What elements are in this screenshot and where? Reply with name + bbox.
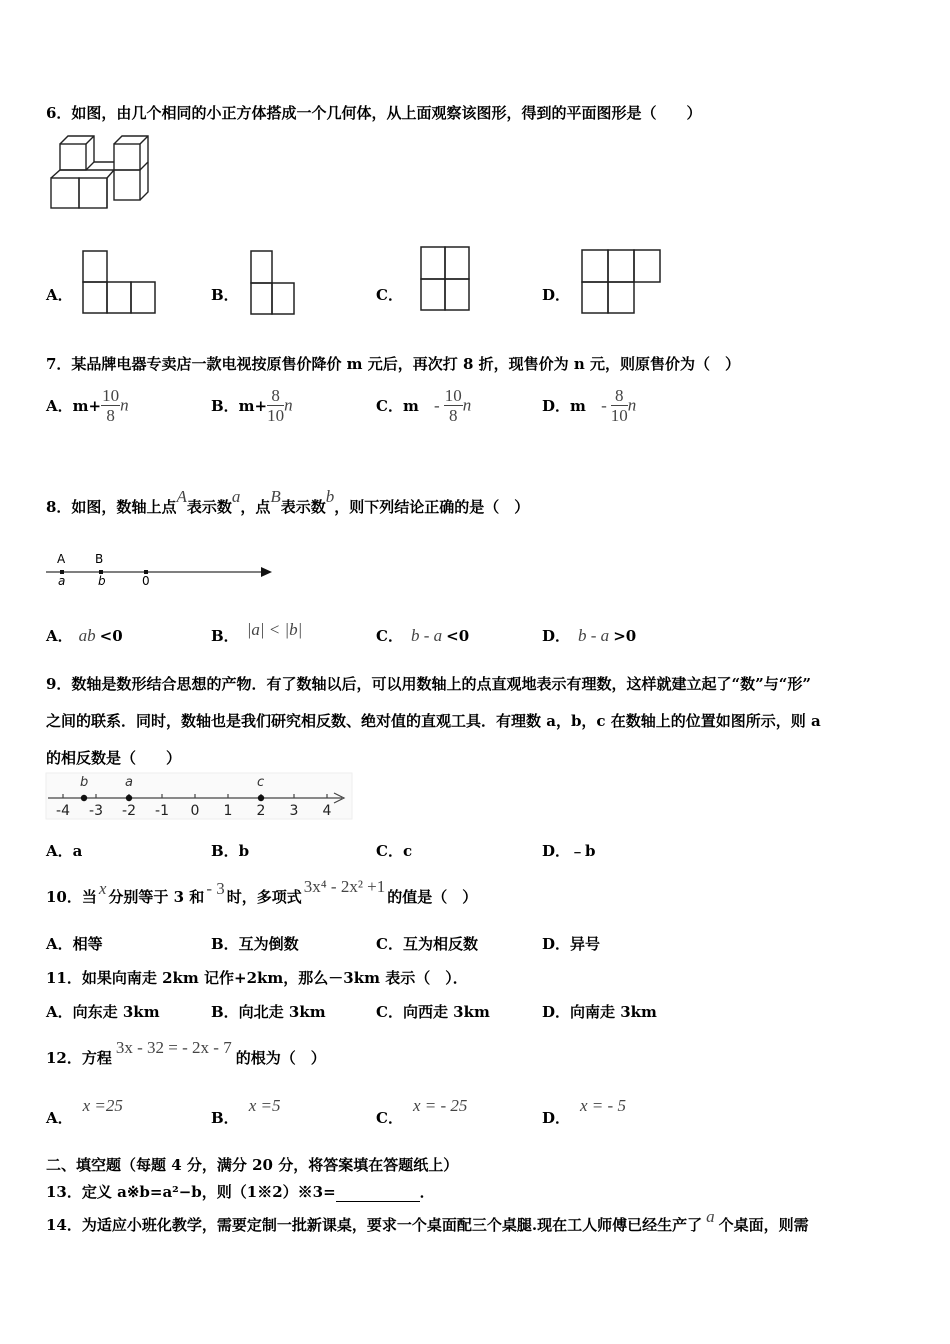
q7-option-d-den: 10 <box>610 406 628 425</box>
q8-stem-t3: 表示数 <box>280 498 326 516</box>
q14-stem <box>46 1207 809 1235</box>
q8-var-a: a <box>231 487 241 506</box>
q6-option-a-figure <box>82 250 158 314</box>
q7-option-c-fraction <box>444 386 463 425</box>
q11-option-c[interactable]: C．向西走 3km <box>376 1003 490 1021</box>
q9-stem-line3: 的相反数是（ ） <box>46 749 182 767</box>
q7-option-b-num: 8 <box>267 386 284 406</box>
q9-axis-tick-label: -2 <box>122 803 136 819</box>
q7-option-d[interactable] <box>542 386 636 425</box>
q9-axis-tick-label: -1 <box>155 803 169 819</box>
q14-stem-p2: 个桌面，则需 <box>718 1216 809 1234</box>
q9-point-label-b: b <box>80 775 89 790</box>
q6-option-b-figure <box>250 250 298 316</box>
q8-option-d-math: b - a <box>578 626 610 645</box>
q11-option-d[interactable]: D．向南走 3km <box>542 1003 657 1021</box>
q12-option-a-label: A． <box>46 1109 73 1127</box>
q7-option-a-label: A．m+ <box>46 397 102 415</box>
q10-option-a[interactable]: A．相等 <box>46 935 103 953</box>
q10-option-c[interactable]: C．互为相反数 <box>376 935 478 953</box>
q10-neg3: - 3 <box>206 879 225 898</box>
q10-stem-p2: 分别等于 3 和 <box>108 888 205 906</box>
q7-option-c-var: n <box>462 395 472 415</box>
q8-option-b[interactable] <box>211 620 303 646</box>
q9-axis-tick-label: -4 <box>56 803 70 819</box>
q9-stem-line2: 之间的联系．同时，数轴也是我们研究相反数、绝对值的直观工具．有理数 a，b，c 在数轴上的位置如图所示，则 a <box>46 712 821 730</box>
q8-axis-label-a: a <box>58 574 66 588</box>
q8-option-d-rel: >0 <box>613 627 637 645</box>
q11-option-b[interactable]: B．向北走 3km <box>211 1003 326 1021</box>
q7-option-d-fraction <box>611 386 628 425</box>
q12-stem-p1: 12．方程 <box>46 1049 112 1067</box>
q12-option-a-math: x =25 <box>82 1096 123 1115</box>
q9-axis-tick-label: 2 <box>256 803 266 819</box>
q8-var-b: b <box>325 487 335 506</box>
q10-option-d[interactable]: D．异号 <box>542 935 601 953</box>
q8-option-a-label: A． <box>46 627 73 645</box>
q10-var-x: x <box>98 879 107 898</box>
q9-point-label-a: a <box>125 775 133 790</box>
q13-stem-end: ． <box>419 1183 435 1201</box>
q12-stem-p2: 的根为（ ） <box>235 1049 326 1067</box>
q9-axis-tick-label: 1 <box>223 803 233 819</box>
q6-option-b-label[interactable]: B． <box>211 286 239 304</box>
q7-option-d-num: 8 <box>611 386 628 406</box>
q10-stem-p4: 的值是（ ） <box>387 888 478 906</box>
q9-axis-tick-label: 0 <box>190 803 200 819</box>
q6-option-c-figure <box>420 246 472 312</box>
q12-option-d[interactable] <box>542 1096 626 1128</box>
q8-option-a-math: ab <box>78 626 96 645</box>
q6-option-d-figure <box>581 249 663 315</box>
q8-option-c[interactable] <box>376 625 469 646</box>
q8-option-b-label: B． <box>211 627 239 645</box>
q12-option-c-label: C． <box>376 1109 403 1127</box>
q8-option-b-math: |a| < |b| <box>246 620 303 639</box>
q7-option-a-num: 10 <box>102 386 120 405</box>
q8-stem-t2: ，点 <box>240 498 271 516</box>
q6-option-d-label[interactable]: D． <box>542 286 571 304</box>
q8-option-a-rel: <0 <box>99 627 123 645</box>
q10-polynomial: 3x⁴ - 2x² +1 <box>303 877 386 896</box>
q8-stem-p2: ，则下列结论正确的是（ ） <box>334 498 530 516</box>
q8-axis-label-A: A <box>57 552 66 566</box>
q9-number-line <box>46 773 352 821</box>
q13-stem <box>46 1181 435 1202</box>
q13-answer-blank[interactable] <box>336 1183 420 1202</box>
q6-cube-figure <box>48 132 158 214</box>
q7-option-b-var: n <box>284 395 293 415</box>
q8-stem <box>46 487 530 517</box>
q12-option-b[interactable] <box>211 1096 281 1128</box>
q10-option-b[interactable]: B．互为倒数 <box>211 935 299 953</box>
q12-equation: 3x - 32 = - 2x - 7 <box>115 1038 232 1057</box>
q9-axis-tick-label: -3 <box>89 803 103 819</box>
q7-option-c-sign: - <box>434 395 440 415</box>
q7-option-c[interactable] <box>376 386 471 425</box>
section2-title: 二、填空题（每题 4 分，满分 20 分，将答案填在答题纸上） <box>46 1156 459 1174</box>
q11-option-a[interactable]: A．向东走 3km <box>46 1003 160 1021</box>
q12-option-d-label: D． <box>542 1109 571 1127</box>
q7-option-a-den: 8 <box>106 406 115 425</box>
q9-axis-tick-label: 4 <box>322 803 332 819</box>
q10-stem-p3: 时，多项式 <box>226 888 302 906</box>
q8-option-a[interactable] <box>46 625 123 646</box>
q8-stem-p1: 8．如图，数轴上点 <box>46 498 177 516</box>
q7-option-c-label: C．m <box>376 397 419 415</box>
q9-axis-tick-label: 3 <box>289 803 299 819</box>
q12-option-c[interactable] <box>376 1096 468 1128</box>
q7-option-a[interactable] <box>46 386 129 425</box>
q6-stem: 6．如图，由几个相同的小正方体搭成一个几何体，从上面观察该图形，得到的平面图形是（ ） <box>46 104 702 122</box>
q8-option-d[interactable] <box>542 625 636 646</box>
q8-axis-label-zero: 0 <box>142 574 150 588</box>
q9-option-d[interactable]: D．﹣b <box>542 842 596 860</box>
q9-option-a[interactable]: A．a <box>46 842 83 860</box>
q8-point-b: B <box>270 487 281 506</box>
q8-point-a: A <box>176 487 187 506</box>
q8-axis-label-B: B <box>95 552 104 566</box>
q8-option-c-rel: <0 <box>446 627 470 645</box>
q7-option-a-var: n <box>120 395 129 415</box>
q8-number-line <box>46 548 278 590</box>
q14-var-a: a <box>706 1207 715 1226</box>
q10-stem <box>46 877 478 907</box>
q7-option-d-sign: - <box>601 395 607 415</box>
q13-stem-text: 13．定义 a※b=a²−b，则（1※2）※3= <box>46 1183 336 1201</box>
q9-point-label-c: c <box>257 775 265 790</box>
q7-option-b-fraction <box>267 386 284 425</box>
q12-option-b-math: x =5 <box>248 1096 281 1115</box>
q11-stem: 11．如果向南走 2km 记作+2km，那么－3km 表示（ ）． <box>46 969 468 987</box>
q6-option-a-label[interactable]: A． <box>46 286 73 304</box>
q12-option-c-math: x = - 25 <box>412 1096 468 1115</box>
q7-option-c-num: 10 <box>444 386 462 405</box>
q9-option-b[interactable]: B．b <box>211 842 250 860</box>
q8-option-c-label: C． <box>376 627 403 645</box>
q8-stem-t1: 表示数 <box>186 498 232 516</box>
q7-option-b[interactable] <box>211 386 293 425</box>
q7-option-c-den: 8 <box>448 406 458 425</box>
q8-axis-label-b: b <box>98 574 106 588</box>
q12-option-b-label: B． <box>211 1109 239 1127</box>
q10-stem-p1: 10．当 <box>46 888 97 906</box>
q8-option-d-label: D． <box>542 627 571 645</box>
q14-stem-p1: 14．为适应小班化教学，需要定制一批新课桌，要求一个桌面配三个桌腿.现在工人师傅已经生产了 <box>46 1216 703 1234</box>
q12-option-d-math: x = - 5 <box>580 1096 626 1115</box>
q7-option-b-label: B．m+ <box>211 397 268 415</box>
q6-option-c-label[interactable]: C． <box>376 286 403 304</box>
q7-option-a-fraction <box>101 386 120 425</box>
q7-option-d-label: D．m <box>542 397 586 415</box>
q7-stem: 7．某品牌电器专卖店一款电视按原售价降价 m 元后，再次打 8 折，现售价为 n 元，则原售价为（ ） <box>46 355 740 373</box>
q7-option-d-var: n <box>627 395 637 415</box>
q8-option-c-math: b - a <box>410 626 443 645</box>
q7-option-b-den: 10 <box>267 406 285 425</box>
q12-option-a[interactable] <box>46 1096 123 1128</box>
q9-option-c[interactable]: C．c <box>376 842 413 860</box>
q9-stem-line1: 9．数轴是数形结合思想的产物．有了数轴以后，可以用数轴上的点直观地表示有理数，这样就建立起了“数”与“形” <box>46 675 811 693</box>
q12-stem <box>46 1038 326 1068</box>
